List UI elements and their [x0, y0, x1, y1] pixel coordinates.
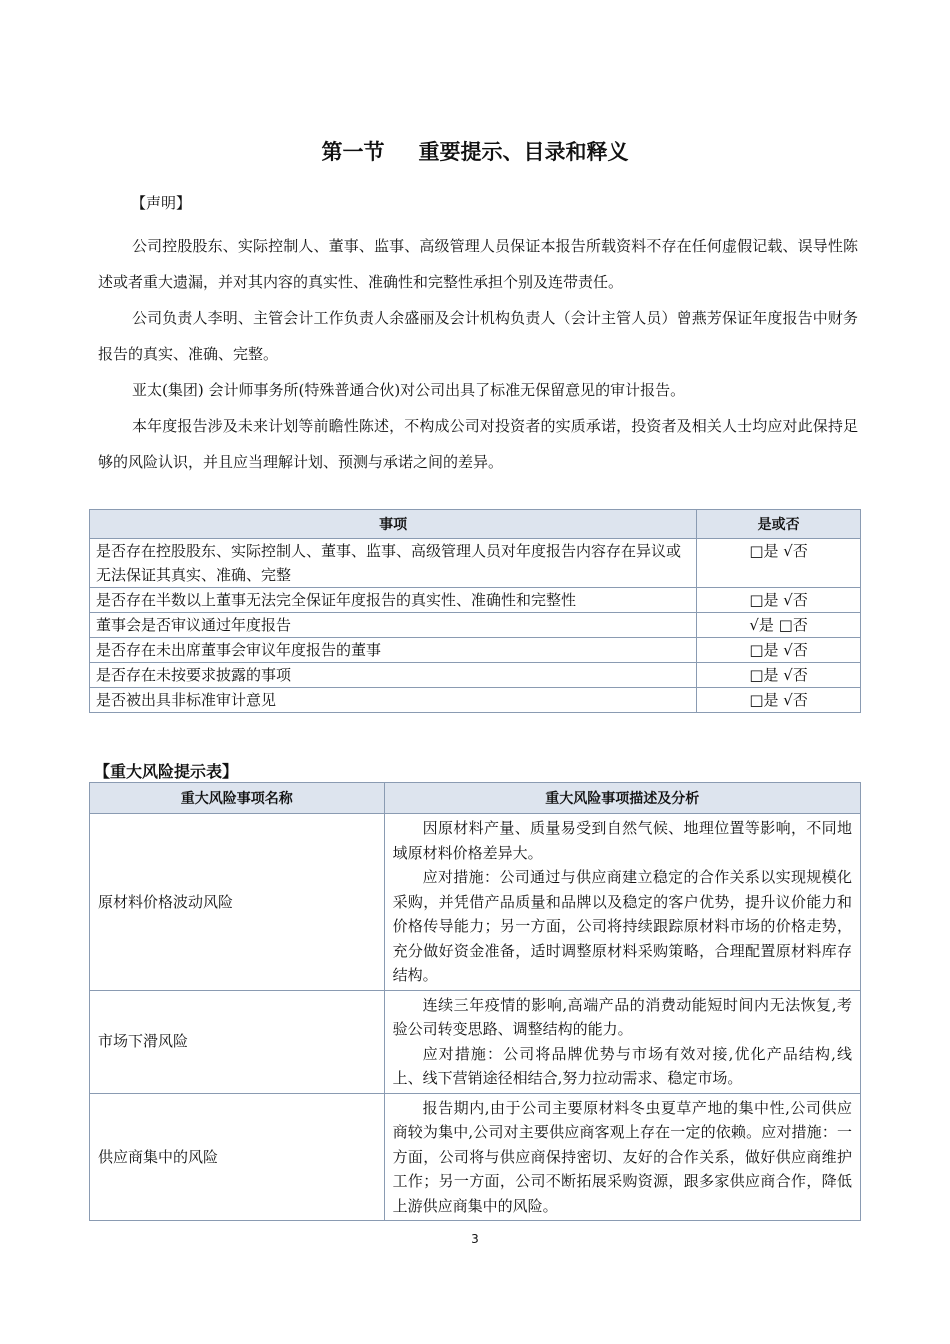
risk-header-description: 重大风险事项描述及分析 [384, 783, 860, 814]
item-text: 是否存在半数以上董事无法完全保证年度报告的真实性、准确性和完整性 [90, 588, 697, 613]
item-text: 是否存在控股股东、实际控制人、董事、监事、高级管理人员对年度报告内容存在异议或无法保证其真实、准确、完整 [90, 539, 697, 588]
item-answer: □是 √否 [697, 539, 861, 588]
table-row [90, 1093, 861, 1221]
risk-description-paragraph: 因原材料产量、质量易受到自然气候、地理位置等影响，不同地域原材料价格差异大。 [392, 819, 852, 862]
table-row [90, 990, 861, 1093]
risk-header-name: 重大风险事项名称 [90, 783, 385, 814]
risk-table-header-row [90, 783, 861, 814]
risk-description [384, 814, 860, 991]
table-row [90, 814, 861, 991]
item-answer: □是 √否 [697, 688, 861, 713]
risk-description-paragraph: 报告期内,由于公司主要原材料冬虫夏草产地的集中性,公司供应商较为集中,公司对主要供应商客观上存在一定的依赖。应对措施：一方面，公司将与供应商保持密切、友好的合作关系，做好供应商维护工作；另一方面，公司不断拓展采购资源，跟多家供应商合作，降低上游供应商集中的风险。 [392, 1098, 852, 1215]
declaration-paragraphs [98, 228, 858, 480]
title-section-number: 第一节 [321, 140, 385, 164]
declaration-paragraph: 本年度报告涉及未来计划等前瞻性陈述，不构成公司对投资者的实质承诺，投资者及相关人士均应对此保持足够的风险认识，并且应当理解计划、预测与承诺之间的差异。 [98, 417, 858, 471]
risk-description [384, 1093, 860, 1221]
risk-name: 市场下滑风险 [90, 990, 385, 1093]
table-row [90, 588, 861, 613]
item-answer: □是 √否 [697, 663, 861, 688]
table-row [90, 613, 861, 638]
page-number: 3 [471, 1232, 479, 1246]
table-row [90, 638, 861, 663]
risk-table-heading: 【重大风险提示表】 [94, 762, 239, 781]
item-text: 董事会是否审议通过年度报告 [90, 613, 697, 638]
items-header-answer: 是或否 [697, 510, 861, 539]
table-row [90, 539, 861, 588]
risk-description-paragraph: 连续三年疫情的影响,高端产品的消费动能短时间内无法恢复,考验公司转变思路、调整结构的能力。 [392, 995, 852, 1038]
risk-description-paragraph: 应对措施：公司将品牌优势与市场有效对接,优化产品结构,线上、线下营销途径相结合,努力拉动需求、稳定市场。 [392, 1044, 852, 1087]
items-header-item: 事项 [90, 510, 697, 539]
risk-table [89, 782, 861, 1221]
risk-name: 供应商集中的风险 [90, 1093, 385, 1221]
item-text: 是否存在未按要求披露的事项 [90, 663, 697, 688]
item-answer: □是 √否 [697, 588, 861, 613]
risk-description [384, 990, 860, 1093]
item-text: 是否被出具非标准审计意见 [90, 688, 697, 713]
page-title [0, 136, 950, 166]
table-row [90, 688, 861, 713]
risk-description-paragraph: 应对措施：公司通过与供应商建立稳定的合作关系以实现规模化采购，并凭借产品质量和品牌以及稳定的客户优势，提升议价能力和价格传导能力；另一方面，公司将持续跟踪原材料市场的价格走势，充分做好资金准备，适时调整原材料采购策略，合理配置原材料库存结构。 [392, 868, 852, 984]
declaration-paragraph: 亚太(集团) 会计师事务所(特殊普通合伙)对公司出具了标准无保留意见的审计报告。 [132, 381, 686, 399]
item-answer: √是 □否 [697, 613, 861, 638]
table-row [90, 663, 861, 688]
risk-name: 原材料价格波动风险 [90, 814, 385, 991]
declaration-paragraph: 公司控股股东、实际控制人、董事、监事、高级管理人员保证本报告所载资料不存在任何虚假记载、误导性陈述或者重大遗漏，并对其内容的真实性、准确性和完整性承担个别及连带责任。 [98, 237, 858, 291]
items-table-header-row [90, 510, 861, 539]
items-table [89, 509, 861, 713]
declaration-label: 【声明】 [131, 194, 192, 212]
declaration-paragraph: 公司负责人李明、主管会计工作负责人余盛丽及会计机构负责人（会计主管人员）曾燕芳保证年度报告中财务报告的真实、准确、完整。 [98, 309, 858, 363]
item-text: 是否存在未出席董事会审议年度报告的董事 [90, 638, 697, 663]
item-answer: □是 √否 [697, 638, 861, 663]
title-section-name: 重要提示、目录和释义 [418, 140, 629, 164]
